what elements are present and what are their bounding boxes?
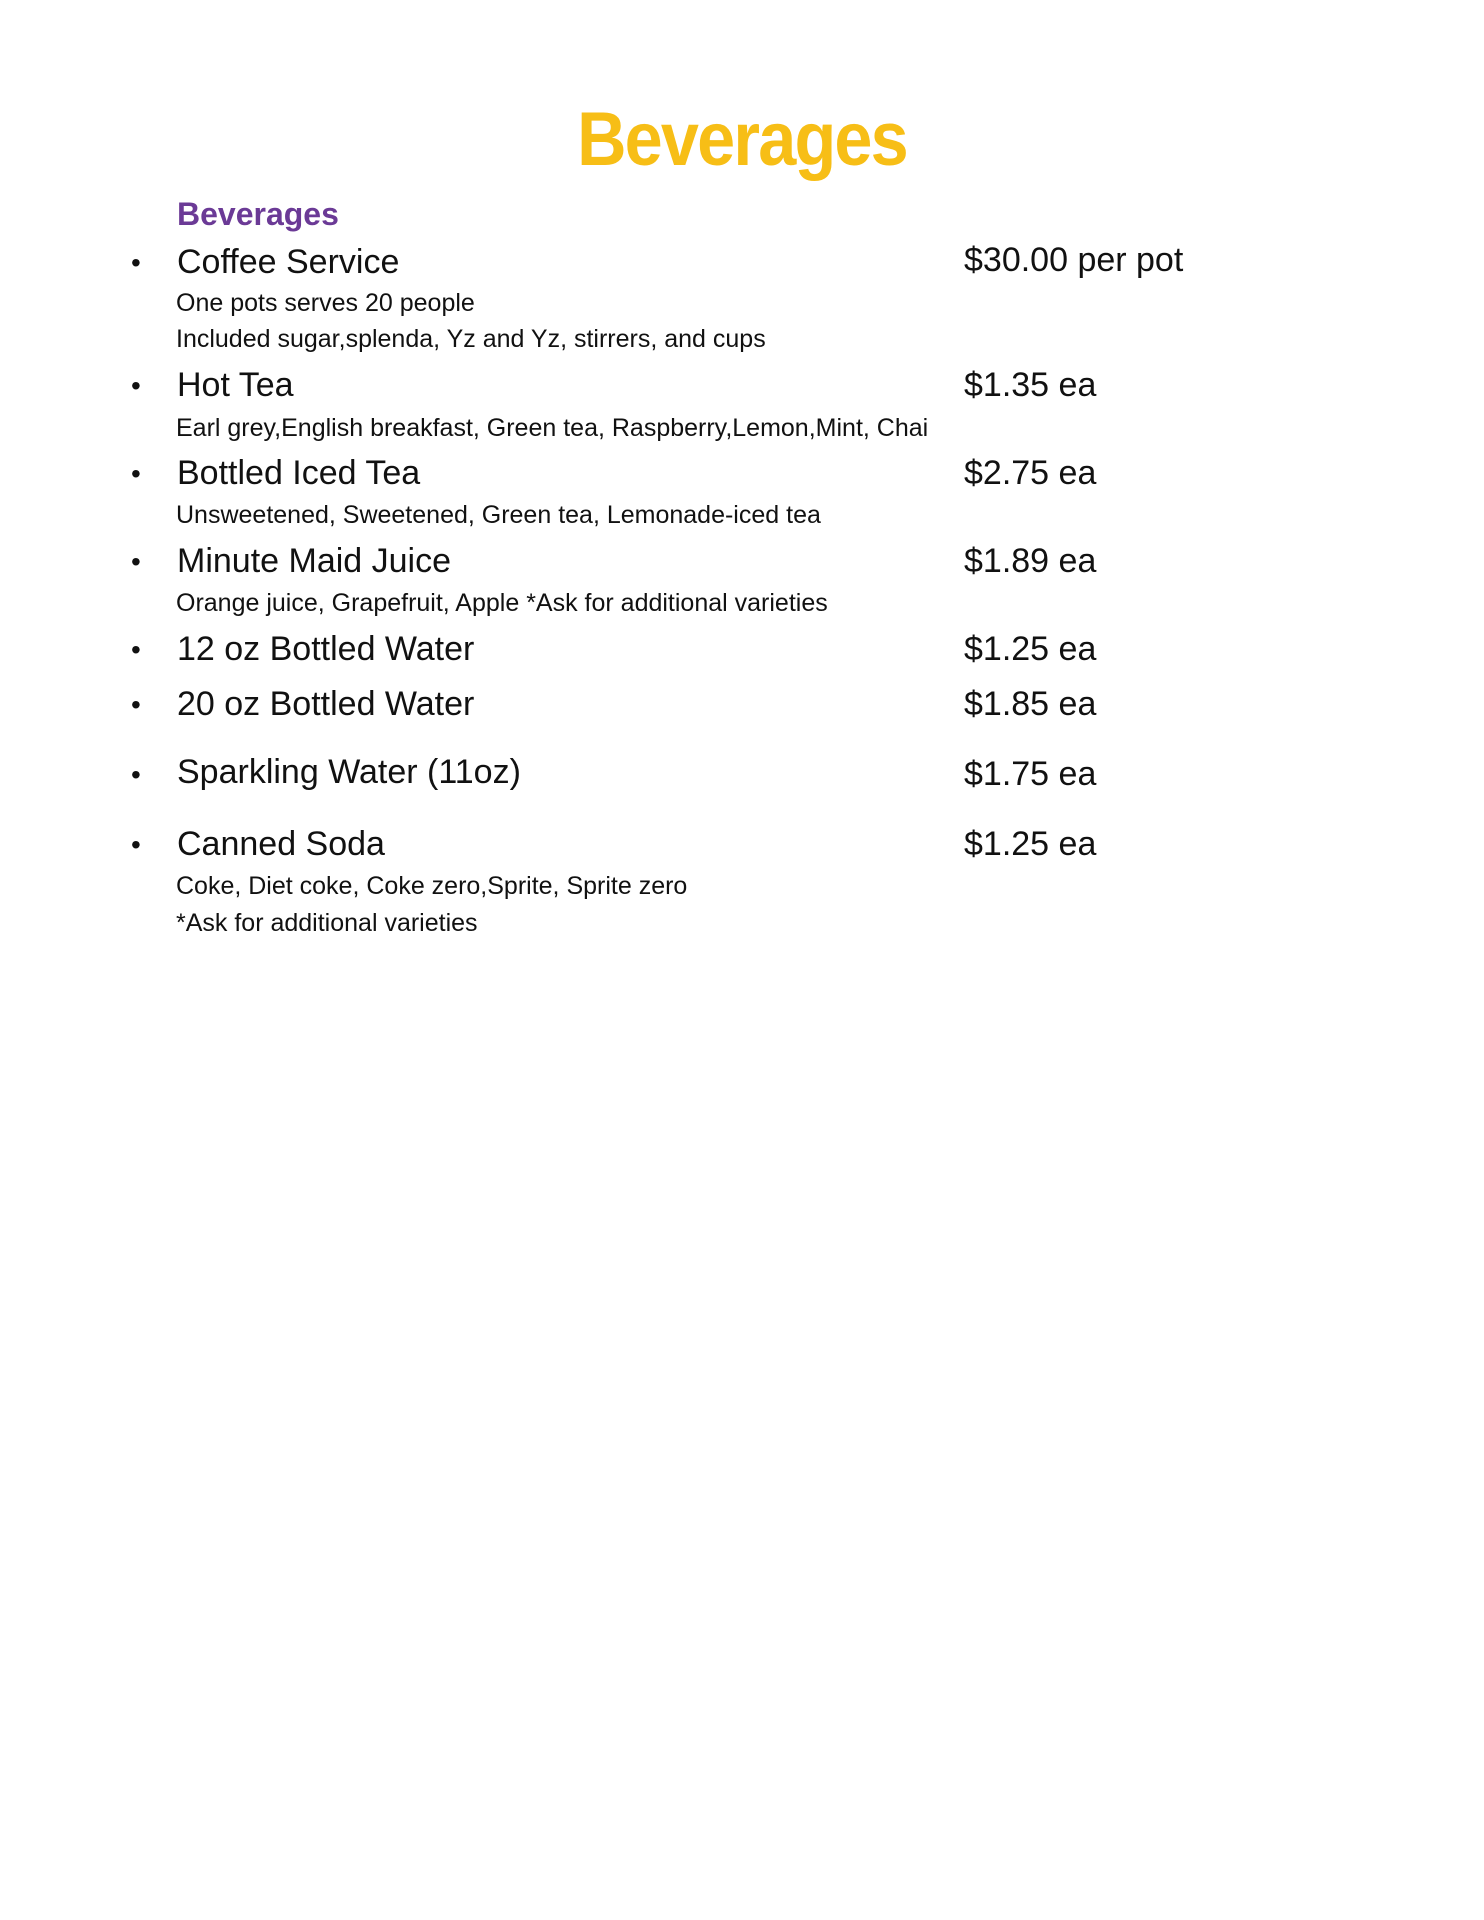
bullet: •	[131, 247, 141, 278]
item-price: $1.25 ea	[964, 825, 1097, 863]
item-detail: One pots serves 20 people	[176, 289, 475, 317]
bullet: •	[131, 634, 141, 665]
item-name: Bottled Iced Tea	[177, 454, 421, 492]
item-price: $30.00 per pot	[964, 241, 1184, 279]
item-price: $1.75 ea	[964, 755, 1097, 793]
item-name: Sparkling Water (11oz)	[177, 753, 521, 791]
item-detail: Unsweetened, Sweetened, Green tea, Lemonade-iced tea	[176, 501, 821, 529]
item-price: $1.35 ea	[964, 366, 1097, 404]
section-heading: Beverages	[177, 196, 339, 232]
item-detail: Coke, Diet coke, Coke zero,Sprite, Sprite zero	[176, 872, 688, 900]
item-detail: *Ask for additional varieties	[176, 909, 478, 937]
item-price: $1.25 ea	[964, 630, 1097, 668]
item-name: Minute Maid Juice	[177, 542, 452, 580]
bullet: •	[131, 546, 141, 577]
bullet: •	[131, 759, 141, 790]
bullet: •	[131, 370, 141, 401]
bullet: •	[131, 829, 141, 860]
item-price: $2.75 ea	[964, 454, 1097, 492]
item-detail: Orange juice, Grapefruit, Apple *Ask for additional varieties	[176, 589, 828, 617]
bullet: •	[131, 458, 141, 489]
bullet: •	[131, 689, 141, 720]
item-name: Canned Soda	[177, 825, 385, 863]
item-price: $1.85 ea	[964, 685, 1097, 723]
page-title: Beverages	[577, 97, 907, 182]
item-detail: Earl grey,English breakfast, Green tea, Raspberry,Lemon,Mint, Chai	[176, 414, 929, 442]
item-name: 20 oz Bottled Water	[177, 685, 475, 723]
item-detail: Included sugar,splenda, Yz and Yz, stirrers, and cups	[176, 325, 766, 353]
item-price: $1.89 ea	[964, 542, 1097, 580]
item-name: Coffee Service	[177, 243, 400, 281]
item-name: Hot Tea	[177, 366, 294, 404]
item-name: 12 oz Bottled Water	[177, 630, 475, 668]
